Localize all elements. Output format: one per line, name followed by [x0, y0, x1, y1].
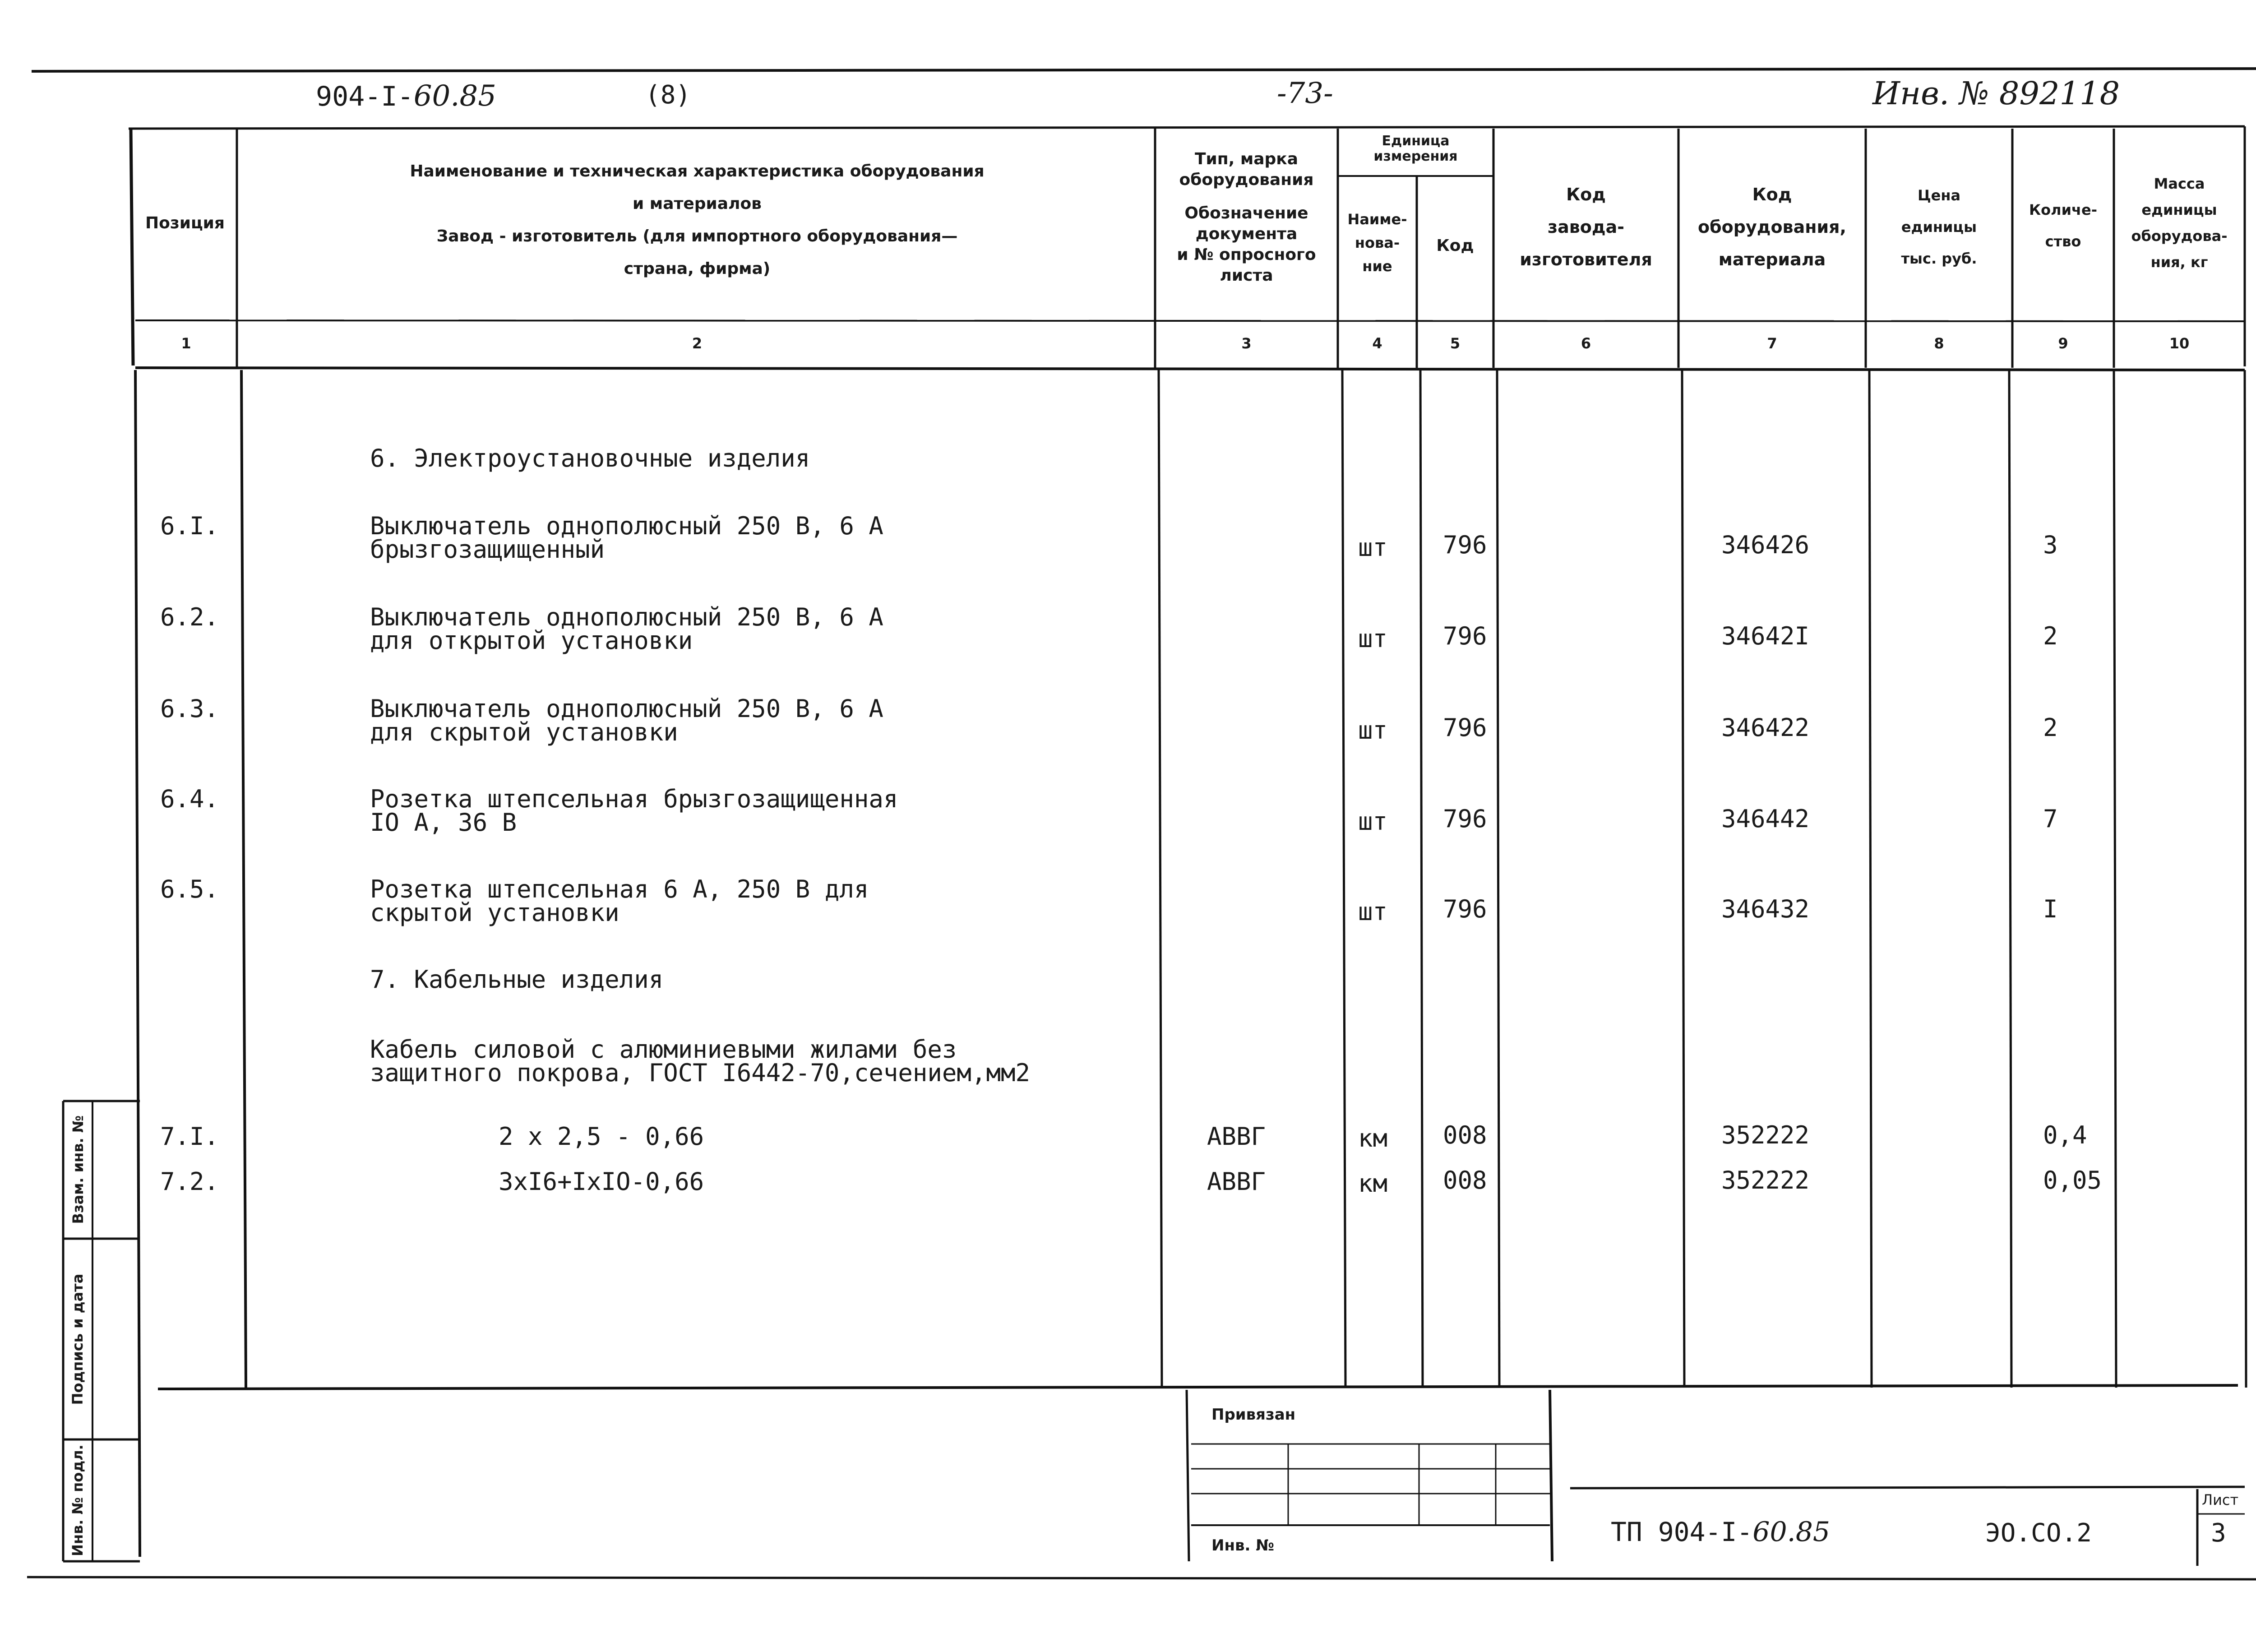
row-name-line1: Розетка штепсельная 6 А, 250 В для: [370, 875, 869, 903]
side-signature-date: Подпись и дата: [69, 1273, 86, 1405]
header-price-line1: Цена: [1917, 187, 1961, 204]
column-number: 8: [1934, 335, 1944, 352]
sheet-paren-number: (8): [645, 80, 691, 110]
row-equipment-code: 346422: [1721, 713, 1810, 742]
row-quantity: 0,4: [2043, 1121, 2087, 1149]
header-mass: [2114, 171, 2245, 275]
header-unit-name-line3: ние: [1362, 258, 1392, 275]
row-equipment-code: 34642I: [1721, 622, 1810, 650]
header-quantity: [2012, 194, 2114, 257]
header-type-line5: и № опросного: [1177, 245, 1316, 264]
header-price: [1866, 180, 2012, 274]
header-unit-name-line1: Наиме-: [1347, 211, 1407, 228]
header-type-line2: оборудования: [1179, 171, 1314, 189]
row-unit-code: 796: [1443, 713, 1487, 742]
inventory-number: Инв. № 892118: [1872, 75, 2120, 112]
row-unit-code: 796: [1443, 622, 1487, 650]
row-quantity: 7: [2043, 805, 2058, 833]
row-quantity: I: [2043, 895, 2058, 923]
row-position: 6.I.: [160, 512, 219, 540]
header-unit-code: Код: [1436, 236, 1474, 255]
stamp-sheet-code: ЭО.СО.2: [1985, 1518, 2092, 1548]
page-mark: -73-: [1277, 77, 1333, 110]
stamp-sheet-number: 3: [2211, 1518, 2226, 1548]
section-7-title: 7. Кабельные изделия: [370, 965, 664, 994]
column-number: 9: [2058, 335, 2068, 352]
header-factory-line2: завода-: [1548, 217, 1624, 237]
header-unit-name-line2: нова-: [1355, 234, 1400, 251]
row-equipment-code: 352222: [1721, 1166, 1810, 1194]
column-number: 5: [1450, 335, 1461, 352]
stamp-sheet-label: Лист: [2202, 1491, 2239, 1509]
row-quantity: 0,05: [2043, 1166, 2102, 1194]
row-unit-code: 796: [1443, 895, 1487, 923]
header-name: [239, 160, 1155, 280]
header-unit-group-line2: измерения: [1373, 148, 1458, 164]
row-unit: шт: [1358, 898, 1388, 926]
row-name-line1: Выключатель однополюсный 250 В, 6 А: [370, 603, 883, 631]
header-position: Позиция: [145, 214, 225, 232]
stamp-attached-label: Привязан: [1211, 1406, 1296, 1424]
row-equipment-code: 346426: [1721, 531, 1810, 559]
header-name-line1: Наименование и техническая характеристика оборудования: [410, 162, 985, 180]
row-unit: шт: [1358, 716, 1388, 745]
row-unit-code: 796: [1443, 805, 1487, 833]
header-quantity-line2: ство: [2045, 233, 2081, 250]
row-unit: шт: [1358, 533, 1388, 562]
column-number: 2: [692, 335, 703, 352]
row-quantity: 2: [2043, 622, 2058, 650]
row-quantity: 2: [2043, 713, 2058, 742]
document-code-printed: 904-I-: [316, 81, 414, 112]
column-number: 1: [181, 335, 191, 352]
header-price-line3: тыс. руб.: [1901, 250, 1977, 267]
row-name-line1: Выключатель однополюсный 250 В, 6 А: [370, 694, 883, 723]
row-unit: км: [1358, 1124, 1388, 1152]
header-equipment-line3: материала: [1718, 250, 1826, 269]
header-factory-line3: изготовителя: [1520, 250, 1652, 269]
row-name-line1: 2 х 2,5 - 0,66: [499, 1122, 704, 1151]
cable-description-line1: Кабель силовой с алюминиевыми жилами без: [370, 1035, 957, 1064]
row-quantity: 3: [2043, 531, 2058, 559]
header-type-line3: Обозначение: [1184, 204, 1308, 222]
header-name-line4: страна, фирма): [624, 259, 771, 278]
section-6-title: 6. Электроустановочные изделия: [370, 444, 810, 472]
header-type-line1: Тип, марка: [1194, 150, 1299, 168]
row-equipment-code: 352222: [1721, 1121, 1810, 1149]
row-name-line2: для открытой установки: [370, 626, 693, 655]
header-type-line6: листа: [1220, 266, 1273, 285]
row-name-line2: скрытой установки: [370, 898, 619, 927]
column-number: 4: [1372, 335, 1382, 352]
row-position: 6.5.: [160, 875, 219, 903]
row-name-line2: для скрытой установки: [370, 718, 678, 746]
header-mass-line1: Масса: [2154, 175, 2205, 192]
row-position: 6.3.: [160, 694, 219, 723]
side-replacement-inventory: Взам. инв. №: [69, 1115, 87, 1224]
header-name-line2: и материалов: [633, 194, 762, 213]
row-name-line2: брызгозащищенный: [370, 535, 605, 564]
column-number: 3: [1241, 335, 1252, 352]
row-position: 6.4.: [160, 785, 219, 813]
header-mass-line3: оборудова-: [2131, 227, 2228, 245]
column-number: 6: [1581, 335, 1591, 352]
header-mass-line2: единицы: [2141, 201, 2217, 218]
row-unit-code: 008: [1443, 1166, 1487, 1194]
row-position: 7.I.: [160, 1122, 219, 1151]
header-factory-code: [1493, 178, 1678, 276]
row-unit-code: 796: [1443, 531, 1487, 559]
column-number: 7: [1767, 335, 1777, 352]
document-code-handwritten: 60.85: [413, 79, 496, 113]
row-name-line1: Выключатель однополюсный 250 В, 6 А: [370, 512, 883, 540]
row-position: 6.2.: [160, 603, 219, 631]
row-unit: шт: [1358, 625, 1388, 653]
row-name-line1: Розетка штепсельная брызгозащищенная: [370, 785, 898, 813]
row-unit: км: [1358, 1169, 1388, 1198]
header-mass-line4: ния, кг: [2150, 254, 2208, 271]
header-equipment-code: [1678, 178, 1866, 276]
row-equipment-code: 346442: [1721, 805, 1810, 833]
stamp-document-code-handwritten: 60.85: [1752, 1516, 1831, 1548]
header-price-line2: единицы: [1901, 218, 1977, 236]
document-code: [316, 79, 496, 113]
stamp-document-code: [1611, 1516, 1830, 1548]
header-type-line4: документа: [1195, 225, 1298, 243]
row-position: 7.2.: [160, 1167, 219, 1196]
row-unit-code: 008: [1443, 1121, 1487, 1149]
header-type: [1155, 149, 1338, 286]
row-type: АВВГ: [1207, 1122, 1266, 1151]
header-unit-name: [1338, 208, 1417, 278]
header-unit-group: [1338, 134, 1493, 164]
cable-description-line2: защитного покрова, ГОСТ I6442-70,сечением,мм2: [370, 1059, 1030, 1087]
row-unit: шт: [1358, 807, 1388, 836]
side-original-inventory: Инв. № подл.: [69, 1444, 86, 1556]
header-equipment-line2: оборудования,: [1698, 217, 1846, 237]
column-number: 10: [2169, 335, 2190, 352]
row-equipment-code: 346432: [1721, 895, 1810, 923]
header-factory-line1: Код: [1566, 185, 1606, 204]
header-unit-group-line1: Единица: [1382, 133, 1450, 149]
row-name-line1: 3хI6+IхIO-0,66: [499, 1167, 704, 1196]
row-name-line2: IO А, 36 В: [370, 808, 517, 837]
header-name-line3: Завод - изготовитель (для импортного оборудования—: [436, 227, 958, 245]
header-equipment-line1: Код: [1752, 185, 1792, 204]
stamp-inventory-label: Инв. №: [1211, 1536, 1275, 1555]
header-quantity-line1: Количе-: [2029, 201, 2097, 218]
stamp-document-code-printed: ТП 904-I-: [1611, 1517, 1753, 1547]
row-type: АВВГ: [1207, 1167, 1266, 1196]
